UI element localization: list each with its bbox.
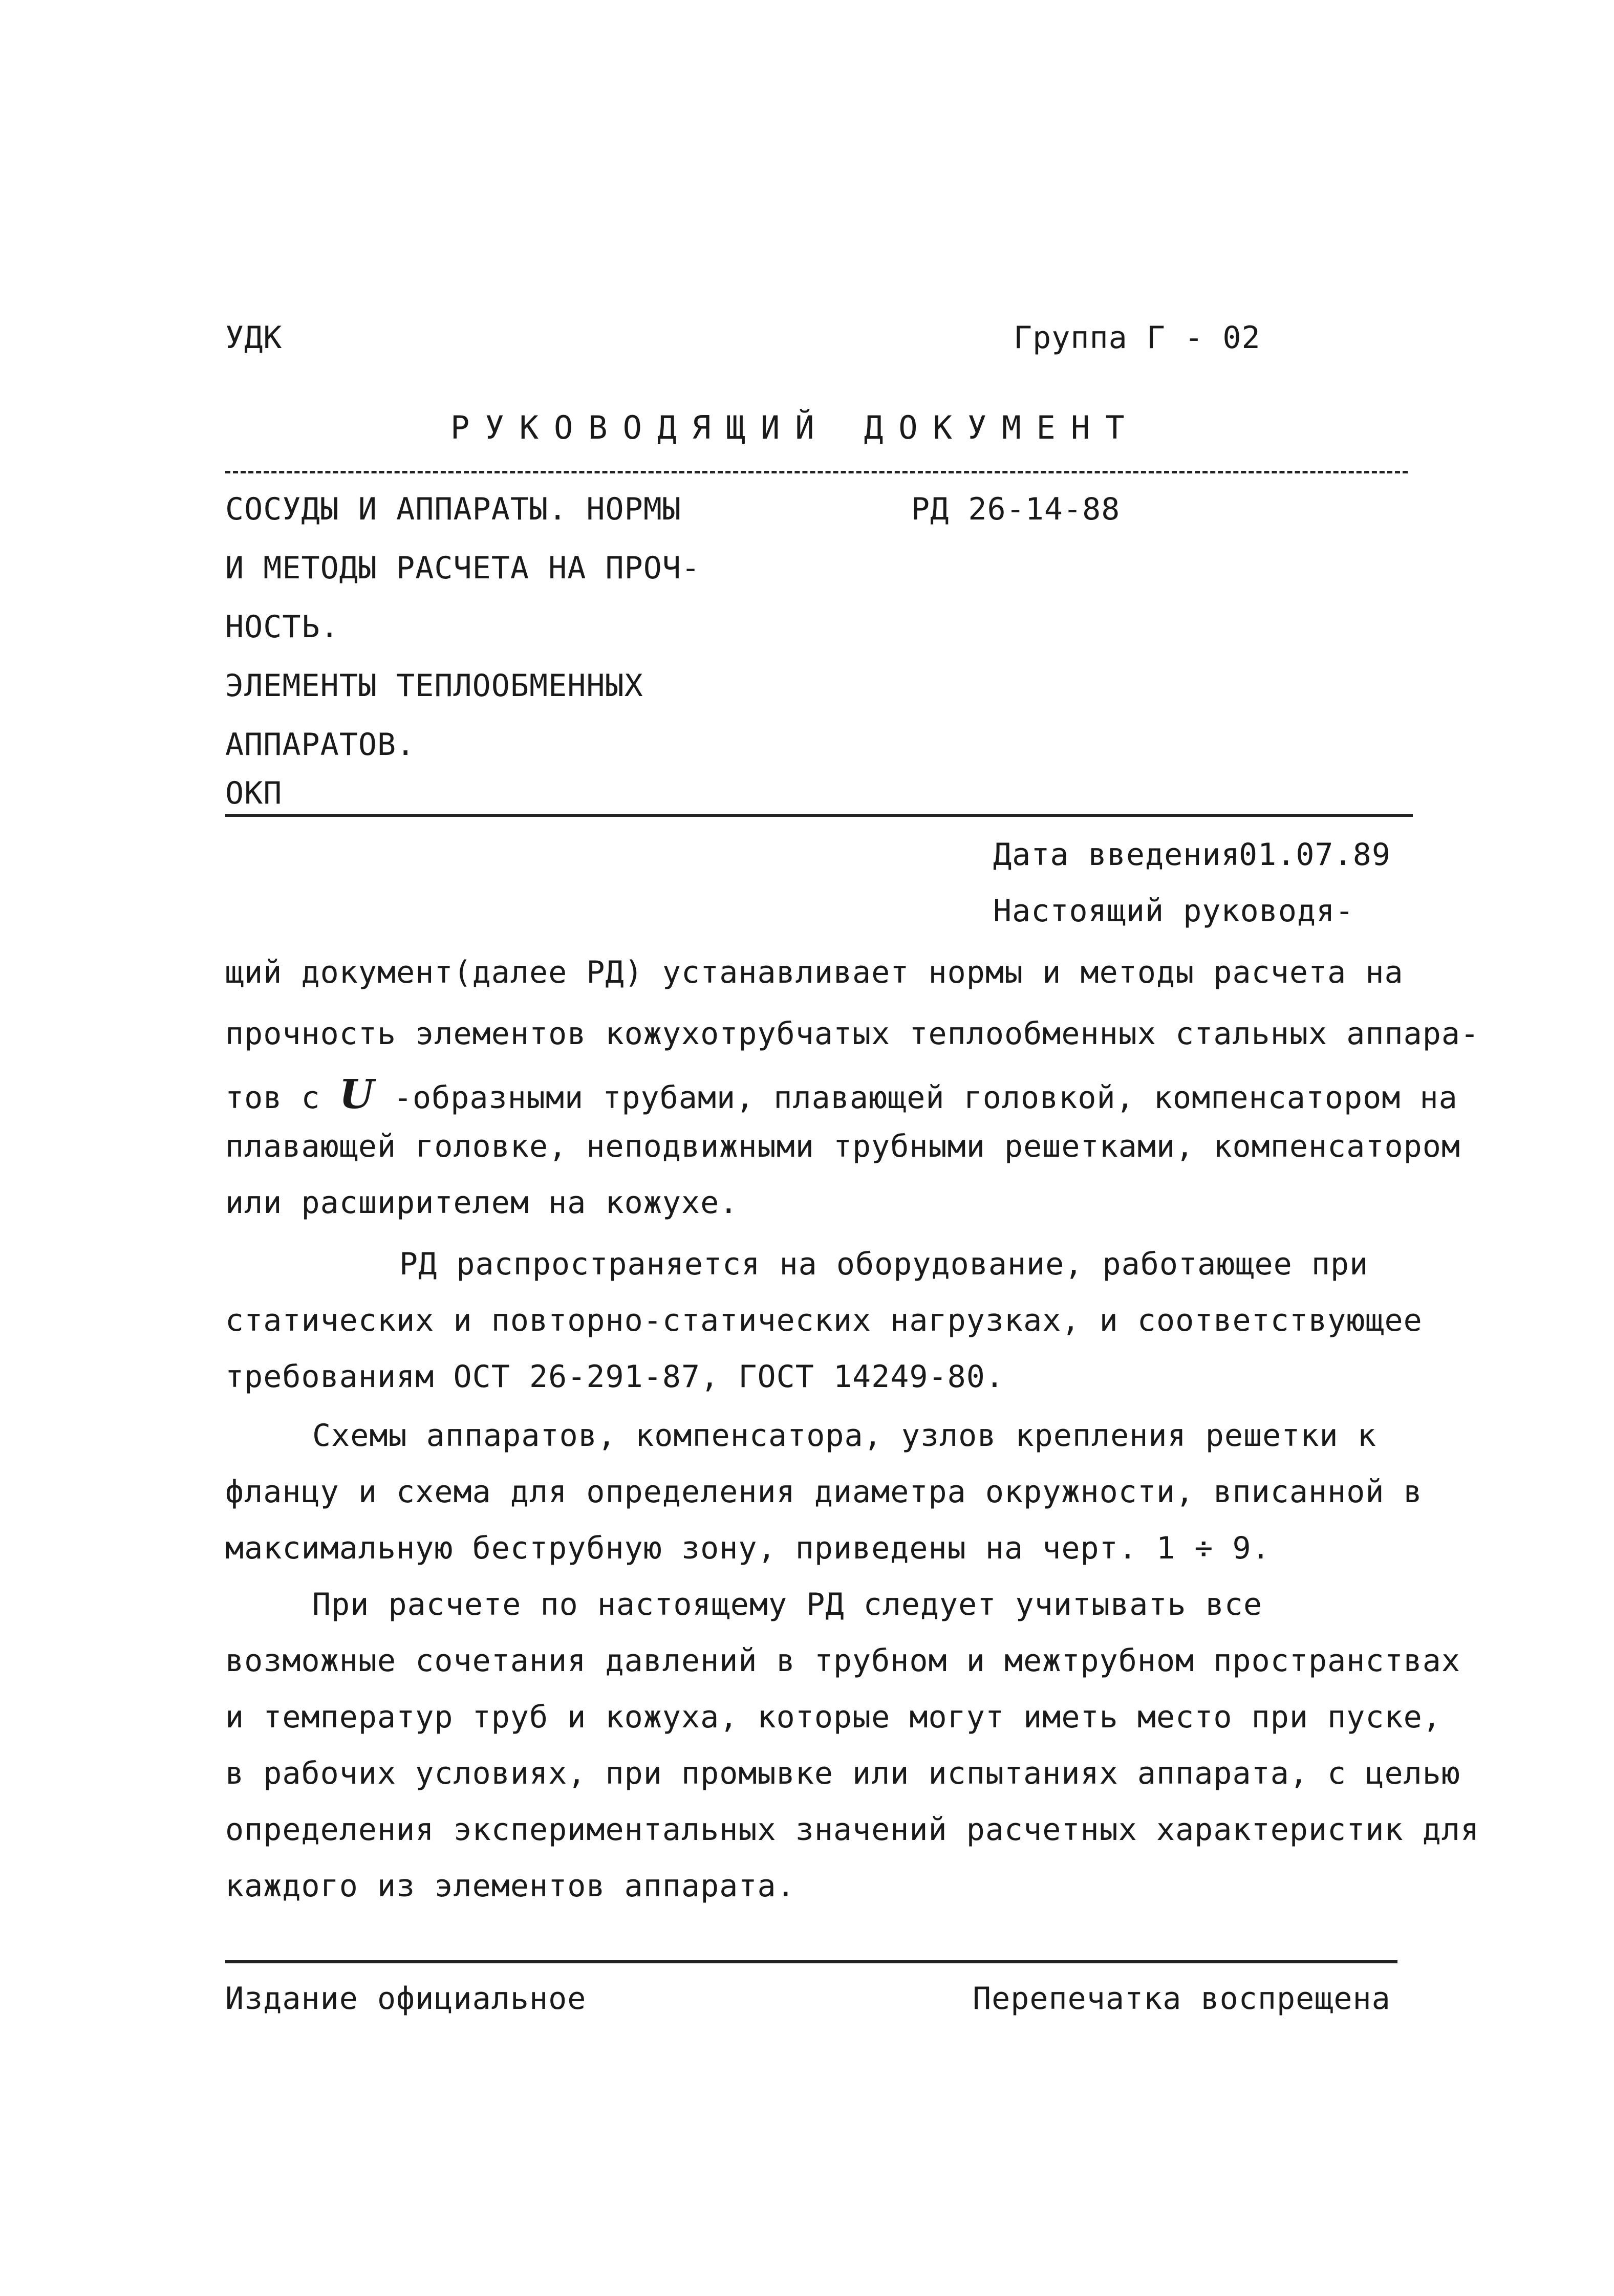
title-line-4: ЭЛЕМЕНТЫ ТЕПЛООБМЕННЫХ xyxy=(225,668,643,704)
edition-note: Издание официальное xyxy=(225,1981,587,2017)
u-shape-symbol: U xyxy=(339,1071,375,1118)
body-p4-line-6: каждого из элементов аппарата. xyxy=(225,1868,795,1904)
title-line-5: АППАРАТОВ. xyxy=(225,727,416,763)
intro-lead: Настоящий руководя- xyxy=(993,893,1354,929)
body-p1-line-5: или расширителем на кожухе. xyxy=(225,1185,739,1221)
body-p4-line-5: определения экспериментальных значений расчетных характеристик для xyxy=(225,1812,1480,1848)
date-value: 01.07.89 xyxy=(1239,837,1391,873)
body-p1-line-2: прочность элементов кожухотрубчатых теплообменных стальных аппара- xyxy=(225,1016,1480,1052)
group-label: Группа Г - 02 xyxy=(1014,320,1261,356)
body-p4-line-4: в рабочих условиях, при промывке или испытаниях аппарата, с целью xyxy=(225,1756,1460,1791)
udk-label: УДК xyxy=(225,320,283,356)
body-p4-line-1: При расчете по настоящему РД следует учитывать все xyxy=(312,1587,1263,1622)
body-p1-line-1: щий документ(далее РД) устанавливает нормы и методы расчета на xyxy=(225,955,1404,990)
header-divider xyxy=(225,471,1408,473)
body-p2-line-3: требованиям ОСТ 26-291-87, ГОСТ 14249-80. xyxy=(225,1359,1005,1395)
title-line-2: И МЕТОДЫ РАСЧЕТА НА ПРОЧ- xyxy=(225,550,701,586)
body-p3-line-2: фланцу и схема для определения диаметра окружности, вписанной в xyxy=(225,1474,1423,1510)
body-p1-line-3-rest: -образными трубами, плавающей головкой, компенсатором на xyxy=(393,1080,1458,1116)
body-p1-line-3-prefix: тов с xyxy=(225,1080,320,1116)
reprint-note: Перепечатка воспрещена xyxy=(973,1981,1391,2017)
document-number: РД 26-14-88 xyxy=(911,491,1121,527)
body-p2-line-2: статических и повторно-статических нагрузках, и соответствующее xyxy=(225,1303,1423,1338)
body-p3-line-1: Схемы аппаратов, компенсатора, узлов крепления решетки к xyxy=(312,1418,1376,1454)
title-line-1: СОСУДЫ И АППАРАТЫ. НОРМЫ xyxy=(225,491,681,527)
body-p4-line-3: и температур труб и кожуха, которые могут иметь место при пуске, xyxy=(225,1699,1441,1735)
title-line-3: НОСТЬ. xyxy=(225,609,339,645)
body-p4-line-2: возможные сочетания давлений в трубном и межтрубном пространствах xyxy=(225,1643,1460,1679)
footer-divider xyxy=(225,1960,1397,1963)
body-p3-line-3: максимальную беструбную зону, приведены на черт. 1 ÷ 9. xyxy=(225,1530,1271,1566)
title-block-divider xyxy=(225,814,1413,817)
title-line-6: ОКП xyxy=(225,775,283,811)
body-p2-line-1: РД распространяется на оборудование, работающее при xyxy=(399,1246,1369,1282)
body-p1-line-3 xyxy=(225,1071,1458,1118)
document-type-heading: РУКОВОДЯЩИЙ ДОКУМЕНТ xyxy=(450,409,1140,446)
date-label: Дата введения xyxy=(993,837,1240,873)
body-p1-line-4: плавающей головке, неподвижными трубными решетками, компенсатором xyxy=(225,1129,1460,1164)
